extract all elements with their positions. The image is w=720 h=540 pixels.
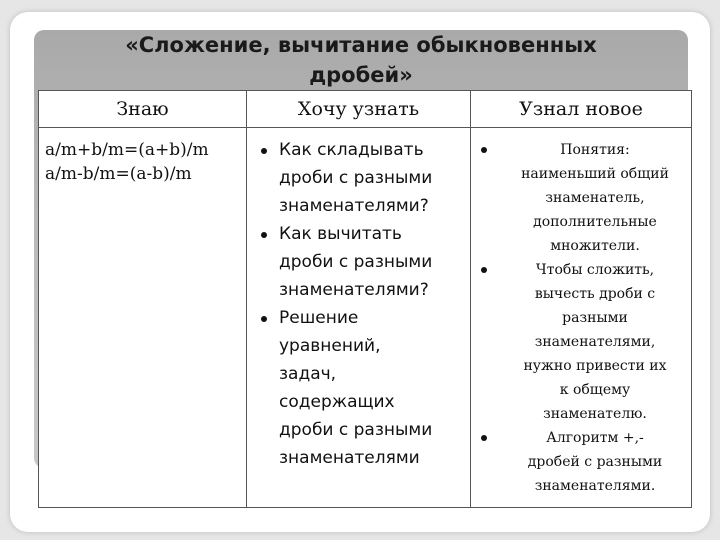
want-item-line: дроби с разными (279, 420, 433, 440)
want-item-line: знаменателями? (279, 196, 429, 216)
want-item-line: Как складывать (279, 140, 424, 160)
want-item-line: содержащих (279, 392, 395, 412)
header-want: Хочу узнать (247, 91, 471, 128)
want-item-line: Решение (279, 308, 359, 328)
learned-item (471, 426, 691, 498)
want-item-line: дроби с разными (279, 252, 433, 272)
bullet-icon (261, 148, 267, 154)
learned-item-line: к общему (559, 382, 631, 398)
formula-subtraction: a/m-b/m=(a-b)/m (45, 164, 192, 184)
know-cell (39, 128, 247, 508)
learned-item-line: знаменатель, (545, 190, 645, 206)
slide-title (34, 30, 688, 90)
want-list (247, 128, 470, 472)
bullet-icon (481, 435, 487, 441)
learned-item-line: Алгоритм +,- (546, 430, 644, 446)
learned-item-line: вычесть дроби с (534, 286, 656, 302)
want-item-line: Как вычитать (279, 224, 402, 244)
header-row (39, 91, 692, 128)
want-item-line: знаменателями? (279, 280, 429, 300)
kwl-table (38, 90, 692, 508)
want-item (247, 136, 470, 220)
learned-item-line: множители. (550, 238, 640, 254)
want-item-line: задач, (279, 364, 337, 384)
learned-item-line: знаменателями, (534, 334, 656, 350)
title-line-1: «Сложение, вычитание обыкновенных (125, 33, 597, 57)
title-line-2: дробей» (309, 63, 413, 87)
learned-list (471, 128, 691, 498)
learned-cell (471, 128, 692, 508)
bullet-icon (261, 232, 267, 238)
bullet-icon (481, 147, 487, 153)
want-item (247, 304, 470, 472)
learned-item-line: разными (562, 310, 628, 326)
learned-item-line: наименьший общий (521, 166, 669, 182)
learned-item-line: знаменателю. (543, 406, 647, 422)
learned-item (471, 138, 691, 258)
learned-item-line: Понятия: (560, 142, 630, 158)
want-item (247, 220, 470, 304)
content-row (39, 128, 692, 508)
learned-item-line: дополнительные (533, 214, 657, 230)
learned-item-line: Чтобы сложить, (535, 262, 655, 278)
want-item-line: знаменателями (279, 448, 420, 468)
want-item-line: уравнений, (279, 336, 381, 356)
header-learned: Узнал новое (471, 91, 692, 128)
bullet-icon (261, 316, 267, 322)
header-know: Знаю (39, 91, 247, 128)
want-item-line: дроби с разными (279, 168, 433, 188)
learned-item-line: нужно привести их (523, 358, 667, 374)
learned-item-line: знаменателями. (534, 478, 656, 494)
learned-item (471, 258, 691, 426)
learned-item-line: дробей с разными (527, 454, 663, 470)
formula-addition: a/m+b/m=(a+b)/m (45, 140, 209, 160)
want-cell (247, 128, 471, 508)
bullet-icon (481, 267, 487, 273)
